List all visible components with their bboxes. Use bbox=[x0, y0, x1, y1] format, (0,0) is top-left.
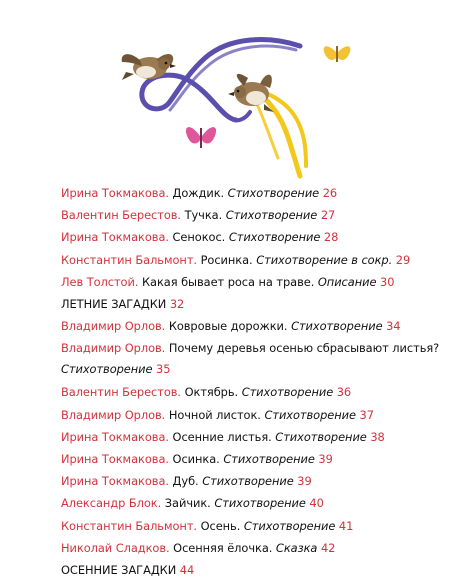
toc-page: 29 bbox=[395, 252, 411, 267]
toc-author: Александр Блок. bbox=[61, 496, 162, 511]
toc-page: 40 bbox=[309, 496, 324, 511]
toc-title: Осенняя ёлочка. bbox=[173, 540, 273, 555]
toc-entry[interactable] bbox=[61, 381, 461, 403]
toc-author: Валентин Берестов. bbox=[61, 385, 181, 400]
toc-author: Лев Толстой. bbox=[61, 274, 139, 289]
toc-section-title: ОСЕННИЕ ЗАГАДКИ bbox=[61, 563, 177, 578]
toc-entry[interactable] bbox=[61, 537, 461, 559]
yellow-butterfly bbox=[324, 46, 351, 62]
toc-page: 35 bbox=[156, 362, 171, 377]
toc-genre: Стихотворение bbox=[227, 186, 320, 200]
toc-page: 30 bbox=[380, 274, 395, 289]
toc-author: Константин Бальмонт. bbox=[61, 252, 197, 267]
toc-genre: Стихотворение bbox=[264, 407, 356, 422]
toc-author: Ирина Токмакова. bbox=[61, 230, 169, 245]
toc-author: Владимир Орлов. bbox=[61, 407, 166, 422]
toc-section[interactable] bbox=[61, 559, 461, 581]
toc-genre: Сказка bbox=[275, 540, 318, 555]
toc-genre: Стихотворение bbox=[275, 429, 367, 444]
toc-page: 44 bbox=[179, 563, 195, 578]
toc-page: 36 bbox=[336, 385, 352, 400]
toc-entry[interactable] bbox=[61, 426, 461, 448]
table-of-contents bbox=[61, 182, 461, 581]
toc-title: Росинка. bbox=[200, 252, 253, 267]
toc-entry[interactable] bbox=[61, 315, 461, 337]
toc-entry[interactable] bbox=[61, 492, 461, 514]
toc-genre: Стихотворение bbox=[202, 474, 294, 489]
yellow-ribbon bbox=[255, 94, 306, 176]
toc-entry[interactable] bbox=[61, 271, 461, 293]
toc-genre: Стихотворение bbox=[228, 230, 321, 245]
toc-page: 34 bbox=[386, 319, 401, 334]
toc-page: 37 bbox=[359, 407, 374, 422]
toc-entry[interactable] bbox=[61, 204, 461, 226]
toc-author: Владимир Орлов. bbox=[61, 341, 166, 356]
illustration bbox=[0, 0, 470, 180]
toc-title: Октябрь. bbox=[184, 385, 239, 400]
toc-section[interactable] bbox=[61, 293, 461, 315]
toc-author: Ирина Токмакова. bbox=[61, 429, 169, 444]
toc-entry[interactable] bbox=[61, 337, 461, 381]
toc-section-title: ЛЕТНИЕ ЗАГАДКИ bbox=[61, 297, 167, 312]
toc-title: Осень. bbox=[200, 518, 241, 533]
toc-title: Какая бывает роса на траве. bbox=[141, 274, 315, 289]
toc-author: Валентин Берестов. bbox=[61, 208, 181, 223]
toc-entry[interactable] bbox=[61, 226, 461, 248]
toc-title: Ночной листок. bbox=[168, 407, 261, 422]
toc-genre: Стихотворение bbox=[241, 385, 334, 400]
toc-entry[interactable] bbox=[61, 470, 461, 492]
toc-page: 32 bbox=[169, 297, 185, 312]
toc-author: Ирина Токмакова. bbox=[61, 452, 169, 467]
toc-entry[interactable] bbox=[61, 515, 461, 537]
toc-author: Владимир Орлов. bbox=[61, 319, 166, 334]
toc-title: Сенокос. bbox=[172, 230, 226, 245]
toc-genre: Стихотворение bbox=[291, 319, 383, 334]
toc-page: 41 bbox=[338, 518, 354, 533]
toc-page: 28 bbox=[323, 230, 339, 245]
toc-title: Дождик. bbox=[172, 186, 225, 200]
toc-author: Николай Сладков. bbox=[61, 540, 170, 555]
toc-title: Осенние листья. bbox=[172, 429, 272, 444]
toc-entry[interactable] bbox=[61, 404, 461, 426]
toc-page: 39 bbox=[297, 474, 312, 489]
toc-author: Константин Бальмонт. bbox=[61, 518, 197, 533]
toc-genre: Стихотворение bbox=[214, 496, 306, 511]
toc-page: 39 bbox=[318, 452, 333, 467]
toc-genre: Стихотворение bbox=[61, 362, 153, 377]
toc-title: Тучка. bbox=[184, 208, 223, 223]
toc-page: 26 bbox=[322, 186, 338, 200]
toc-entry[interactable] bbox=[61, 182, 461, 204]
pink-butterfly bbox=[186, 127, 216, 148]
toc-author: Ирина Токмакова. bbox=[61, 186, 169, 200]
toc-entry[interactable] bbox=[61, 448, 461, 470]
toc-title: Осинка. bbox=[172, 452, 220, 467]
toc-page: 38 bbox=[370, 429, 385, 444]
toc-genre: Стихотворение bbox=[223, 452, 315, 467]
toc-title: Зайчик. bbox=[164, 496, 211, 511]
toc-genre: Описание bbox=[317, 274, 377, 289]
sparrow-right bbox=[228, 74, 274, 112]
toc-page: 27 bbox=[320, 208, 336, 223]
toc-genre: Стихотворение в сокр. bbox=[256, 252, 393, 267]
toc-genre: Стихотворение bbox=[225, 208, 318, 223]
toc-title: Ковровые дорожки. bbox=[168, 319, 288, 334]
toc-title: Почему деревья осенью сбрасывают листья? bbox=[168, 341, 440, 356]
toc-genre: Стихотворение bbox=[243, 518, 336, 533]
toc-author: Ирина Токмакова. bbox=[61, 474, 169, 489]
toc-page: 42 bbox=[320, 540, 336, 555]
toc-entry[interactable] bbox=[61, 249, 461, 271]
toc-title: Дуб. bbox=[172, 474, 199, 489]
